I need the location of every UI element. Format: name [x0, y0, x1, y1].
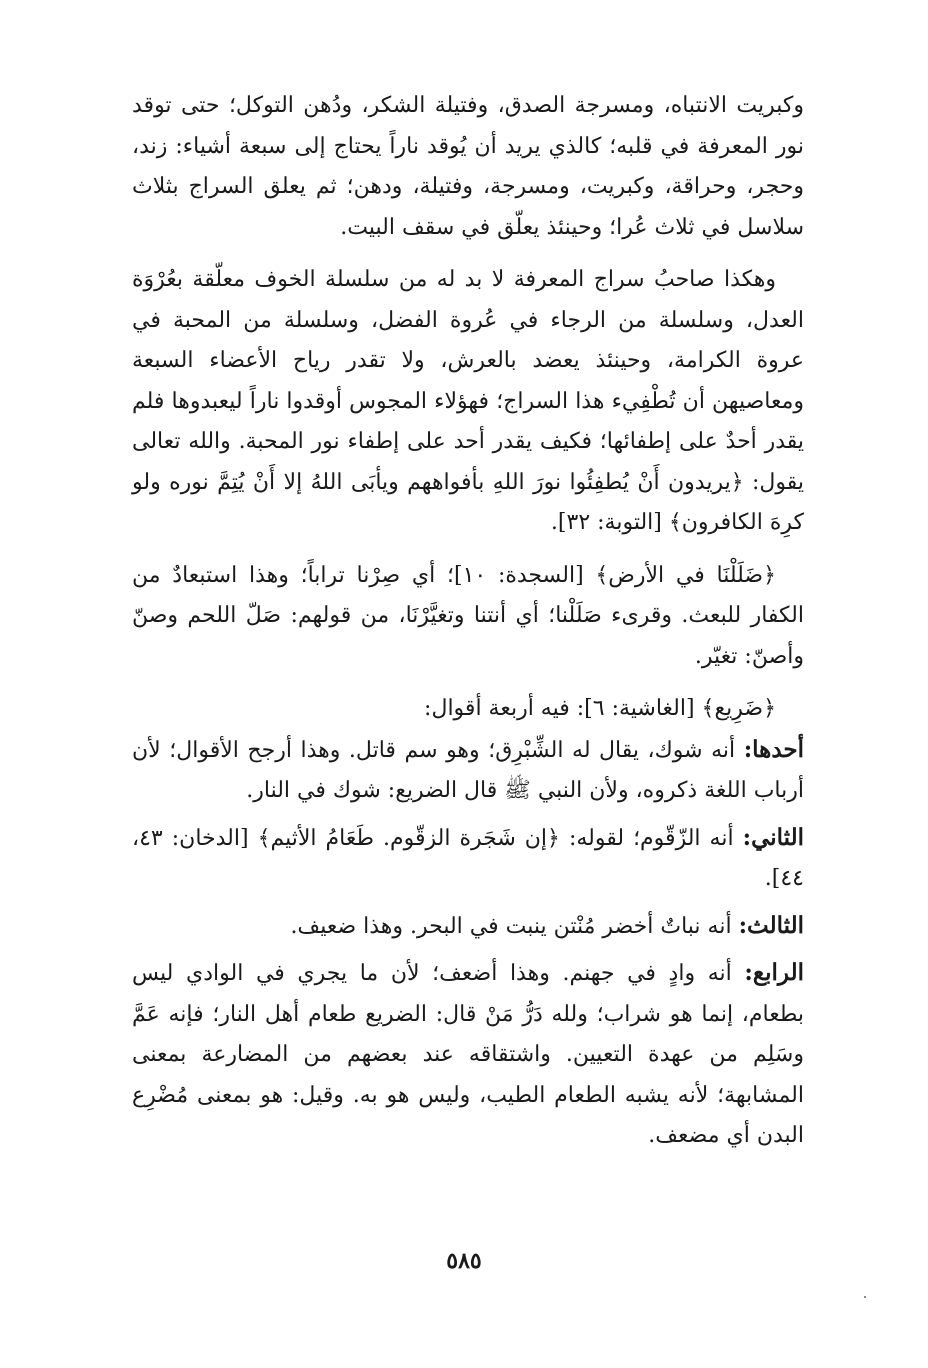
opinion-first-lead: أحدها: [743, 735, 804, 763]
opinion-fourth-lead: الرابع: [744, 959, 804, 986]
opinion-second-text: أنه الزّقّوم؛ لقوله: ﴿إن شَجَرة الزقّوم. طَعَامُ الأثيم﴾ [الدخان: ٤٣، ٤٤]. [132, 825, 804, 891]
page-number: ٥٨٥ [446, 1248, 482, 1274]
opinion-fourth-text: أنه وادٍ في جهنم. وهذا أضعف؛ لأن ما يجري في الوادي ليس بطعام، إنما هو شراب؛ ولله دَرُّ مَنْ قال: الضريع طعام أهل النار؛ فإنه عَمَّ وسَلِم من عهدة التعيين. واشتقاقه عند بعضهم من المضارعة بمعنى المشابهة؛ لأنه يشبه الطعام الطيب، وليس هو به. وقيل: هو بمعنى مُضْرِع البدن أي مضعف. [132, 961, 804, 1148]
opinion-third-lead: الثالث: [738, 911, 804, 939]
opinion-second [132, 818, 804, 900]
paragraph-chains: وهكذا صاحبُ سراج المعرفة لا بد له من سلسلة الخوف معلّقة بعُرْوَة العدل، وسلسلة من الرجاء في عُروة الفضل، وسلسلة من المحبة في عروة الكرامة، وحينئذ يعضد بالعرش، ولا تقدر رياح الأعضاء السبعة ومعاصيهن أن تُطْفِيء هذا السراج؛ فهؤلاء المجوس أوقدوا ناراً ليعبدوها فلم يقدر أحدٌ على إطفائها؛ فكيف يقدر أحد على إطفاء نور المحبة. والله تعالى يقول: ﴿يريدون أَنْ يُطفِئُوا نورَ اللهِ بأفواههم ويأبَى اللهُ إلا أَنْ يُتِمَّ نوره ولو كرِهَ الكافرون﴾ [التوبة: ٣٢]. [132, 267, 804, 535]
paragraph-lamp-of-knowledge: وكبريت الانتباه، ومسرجة الصدق، وفتيلة الشكر، ودُهن التوكل؛ حتى توقد نور المعرفة في قلبه؛ كالذي يريد أن يُوقد ناراً يحتاج إلى سبعة أشياء: زند، وحجر، وحراقة، وكبريت، ومسرجة، وفتيلة، ودهن؛ ثم يعلق السراج بثلاث سلاسل في ثلاث عُرا؛ وحينئذ يعلّق في سقف البيت. [132, 93, 804, 240]
opinion-fourth [132, 953, 804, 1157]
page-body [132, 86, 804, 1157]
scan-speck [864, 1296, 866, 1298]
opinion-third-text: أنه نباتٌ أخضر مُنْتن ينبت في البحر. وهذا ضعيف. [290, 913, 739, 939]
opinion-second-lead: الثاني: [742, 823, 804, 851]
paragraph-dari: ﴿ضَرِيع﴾ [الغاشية: ٦]: فيه أربعة أقوال: [424, 696, 776, 721]
paragraph-dalalna: ﴿ضَلَلْنَا في الأرض﴾ [السجدة: ١٠]؛ أي صِرْنا تراباً؛ وهذا استبعادٌ من الكفار للبعث. وقرىء صَلَلْنا؛ أي أنتنا وتغيَّرْنَا، من قولهم: صَلّ اللحم وصنّ وأصنّ: تغيّر. [132, 562, 804, 669]
opinion-first-text: أنه شوك، يقال له الشِّبْرِق؛ وهو سم قاتل. وهذا أرجح الأقوال؛ لأن أرباب اللغة ذكروه، ولأن النبي ﷺ قال الضريع: شوك في النار. [132, 737, 804, 803]
opinion-first [132, 730, 804, 812]
opinion-third [132, 906, 804, 948]
